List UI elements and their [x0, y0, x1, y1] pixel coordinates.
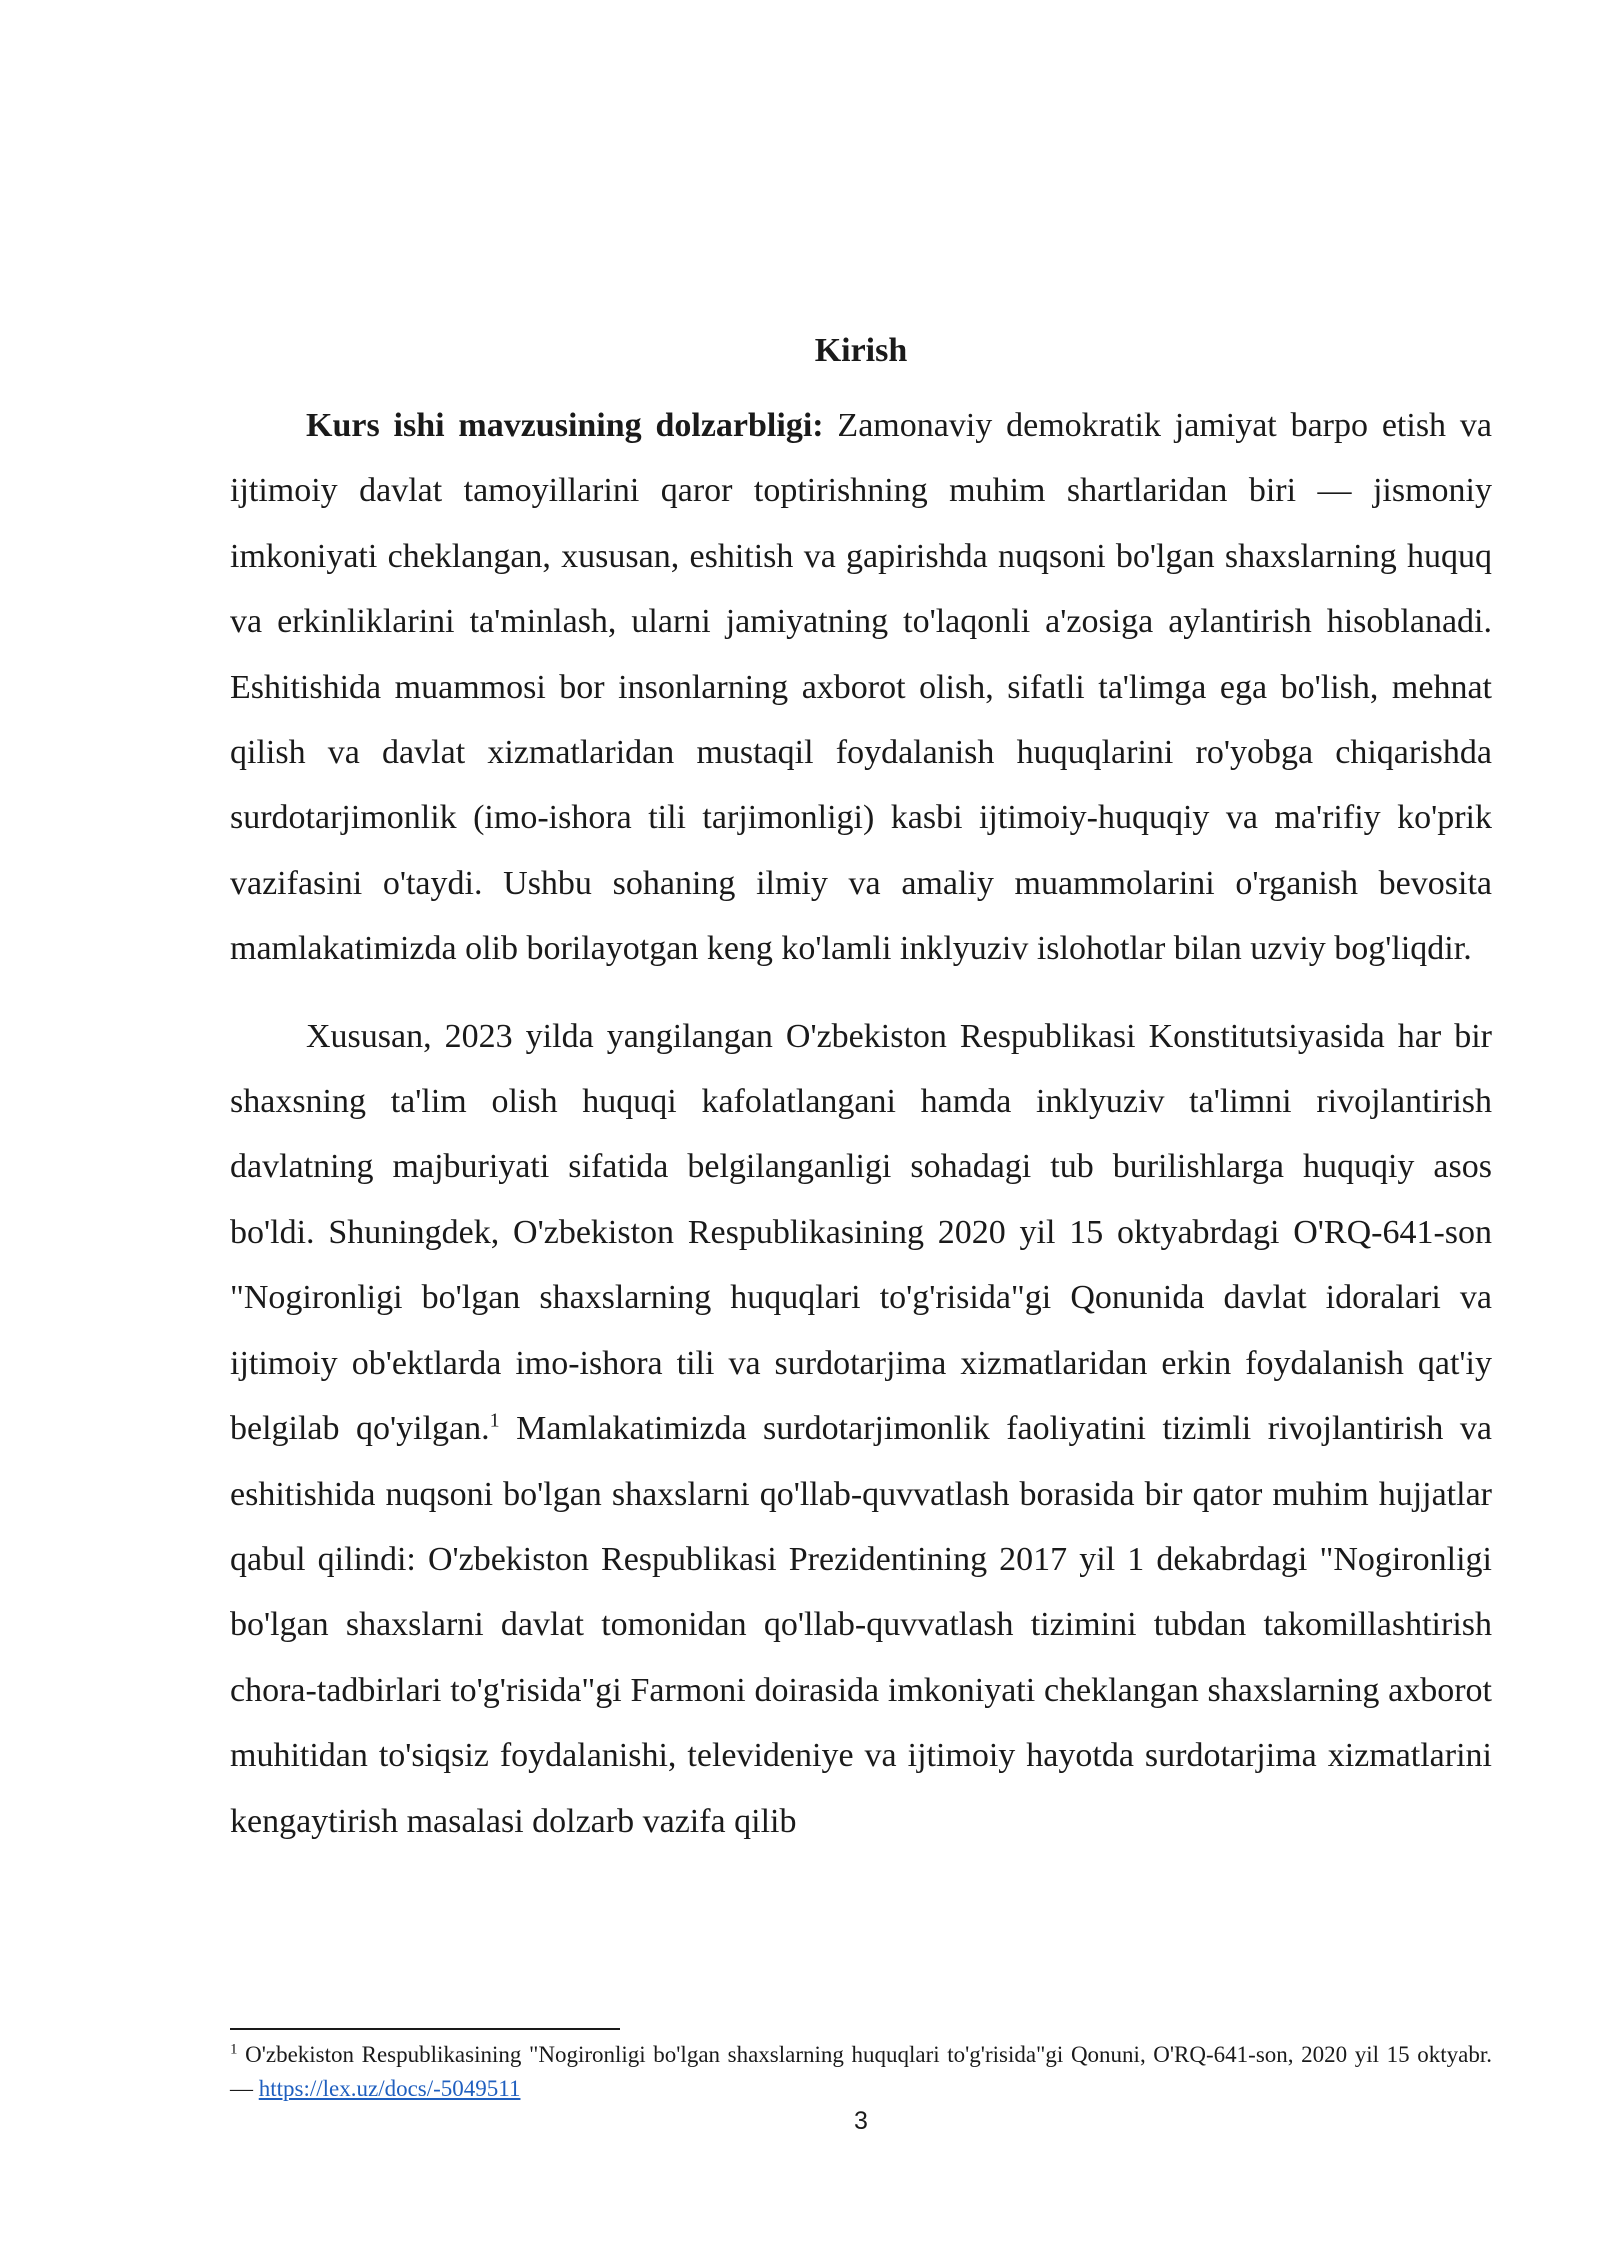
footnote-link[interactable]: https://lex.uz/docs/-5049511: [258, 2076, 521, 2101]
paragraph-legal-basis: [230, 1004, 1492, 1854]
paragraph-relevance: [230, 393, 1492, 982]
page-body: [230, 318, 1492, 1854]
section-title: Kirish: [814, 332, 908, 369]
page-number: 3: [854, 2107, 868, 2135]
footnote: [230, 2038, 1492, 2106]
footnote-reference[interactable]: 1: [489, 1409, 500, 1432]
footnote-text: O'zbekiston Respublikasining "Nogironligi bo'lgan shaxslarning huquqlari to'g'risida"gi Qonuni, O'RQ-641-son, 2020 yil 15 oktyabr. —: [230, 2042, 1492, 2101]
footnote-divider: [230, 2028, 620, 2030]
footnote-number: 1: [230, 2041, 238, 2058]
relevance-text: Zamonaviy demokratik jamiyat barpo etish va ijtimoiy davlat tamoyillarini qaror toptirishning muhim shartlaridan biri — jismoniy imkoniyati cheklangan, xususan, eshitish va gapirishda nuqsoni bo'lgan shaxslarning huquq va erkinliklarini ta'minlash, ularni jamiyatning to'laqonli a'zosiga aylantirish hisoblanadi. Eshitishida muammosi bor insonlarning axborot olish, sifatli ta'limga ega bo'lish, mehnat qilish va davlat xizmatlaridan mustaqil foydalanish huquqlarini ro'yobga chiqarishda surdotarjimonlik (imo-ishora tili tarjimonligi) kasbi ijtimoiy-huquqiy va ma'rifiy ko'prik vazifasini o'taydi. Ushbu sohaning ilmiy va amaliy muammolarini o'rganish bevosita mamlakatimizda olib borilayotgan keng ko'lamli inklyuziv islohotlar bilan uzviy bog'liqdir.: [230, 407, 1492, 968]
relevance-label: Kurs ishi mavzusining dolzarbligi:: [306, 407, 824, 444]
legal-basis-text-start: Xususan, 2023 yilda yangilangan O'zbekiston Respublikasi Konstitutsiyasida har bir shaxsning ta'lim olish huquqi kafolatlangani hamda inklyuziv ta'limni rivojlantirish davlatning majburiyati sifatida belgilanganligi sohadagi tub burilishlarga huquqiy asos bo'ldi. Shuningdek, O'zbekiston Respublikasining 2020 yil 15 oktyabrdagi O'RQ-641-son "Nogironligi bo'lgan shaxslarning huquqlari to'g'risida"gi Qonunida davlat idoralari va ijtimoiy ob'ektlarda imo-ishora tili va surdotarjima xizmatlaridan erkin foydalanish qat'iy belgilab qo'yilgan.: [230, 1017, 1492, 1448]
legal-basis-text-end: Mamlakatimizda surdotarjimonlik faoliyatini tizimli rivojlantirish va eshitishida nuqsoni bo'lgan shaxslarni qo'llab-quvvatlash borasida bir qator muhim hujjatlar qabul qilindi: O'zbekiston Respublikasi Prezidentining 2017 yil 1 dekabrdagi "Nogironligi bo'lgan shaxslarni davlat tomonidan qo'llab-quvvatlash tizimini tubdan takomillashtirish chora-tadbirlari to'g'risida"gi Farmoni doirasida imkoniyati cheklangan shaxslarning axborot muhitidan to'siqsiz foydalanishi, televideniye va ijtimoiy hayotda surdotarjima xizmatlarini kengaytirish masalasi dolzarb vazifa qilib: [230, 1410, 1492, 1840]
